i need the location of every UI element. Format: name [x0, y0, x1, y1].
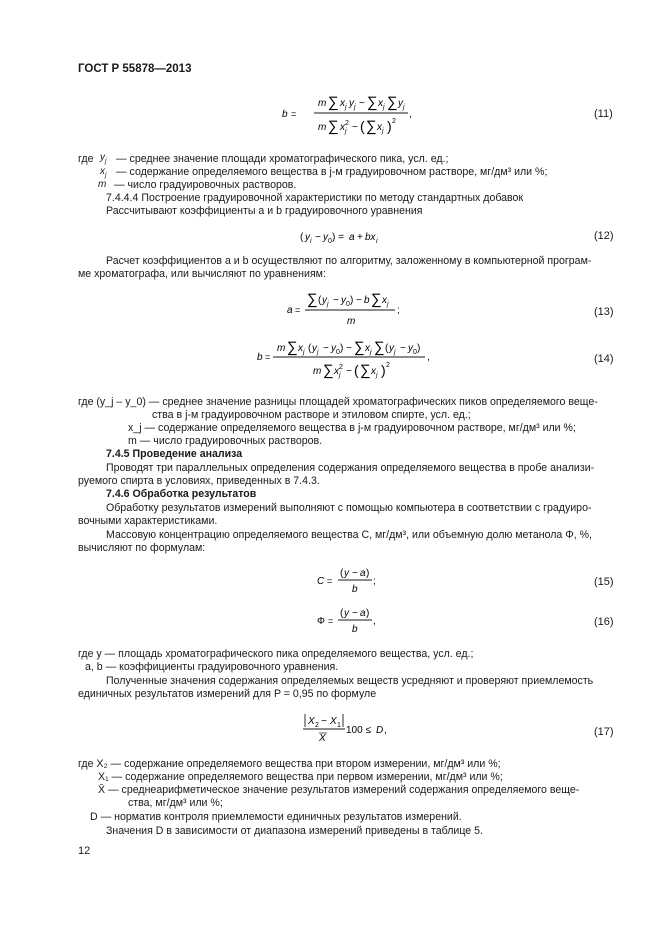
- svg-text:j: j: [339, 372, 341, 379]
- equation-number-17: (17): [594, 726, 614, 738]
- svg-text:∑: ∑: [366, 118, 377, 135]
- svg-text:−: −: [333, 295, 339, 306]
- svg-text:): ): [381, 362, 386, 378]
- formula-15: [315, 566, 395, 598]
- svg-text:;: ;: [397, 305, 400, 316]
- svg-text:−: −: [321, 716, 327, 727]
- section-746-line3: Массовую концентрацию определяемого вещества C, мг/дм³, или объемную долю метанола Φ, %,: [106, 529, 592, 541]
- svg-text:m: m: [318, 98, 327, 109]
- svg-text:∑: ∑: [323, 362, 334, 379]
- svg-text:2: 2: [386, 362, 390, 369]
- svg-text:(: (: [360, 118, 365, 134]
- svg-text:b: b: [352, 584, 358, 595]
- svg-text:x: x: [340, 122, 345, 133]
- svg-text:=: =: [328, 616, 334, 626]
- svg-text:−: −: [352, 608, 358, 619]
- equation-number-14: (14): [594, 353, 614, 365]
- formula-14: [253, 338, 453, 384]
- formula-12: [300, 226, 380, 246]
- legend4-line4: ства, мг/дм³ или %;: [128, 797, 223, 809]
- svg-text:): ): [387, 118, 392, 134]
- svg-text:b: b: [257, 352, 263, 363]
- page-number: 12: [78, 845, 91, 857]
- svg-text:i: i: [376, 238, 378, 245]
- equation-number-13: (13): [594, 306, 614, 318]
- svg-text:) =: ) =: [332, 232, 344, 243]
- svg-text:−: −: [352, 568, 358, 579]
- legend2-line3: x_j — содержание определяемого вещества в j-м градуировочном растворе, мг/дм³ или %;: [128, 422, 576, 434]
- symbol-yj: $y_j$: [100, 152, 107, 165]
- svg-text:100 ≤: 100 ≤: [346, 725, 371, 736]
- svg-text:j: j: [317, 349, 319, 356]
- svg-text:j: j: [370, 349, 372, 356]
- svg-text:i: i: [310, 238, 312, 245]
- svg-text:y: y: [398, 98, 403, 109]
- equation-number-12: (12): [594, 230, 614, 242]
- equation-number-16: (16): [594, 616, 614, 628]
- svg-text:j: j: [354, 104, 356, 111]
- svg-text:x: x: [365, 343, 370, 354]
- svg-text:(: (: [340, 608, 344, 619]
- section-7444-title: 7.4.4.4 Построение градуировочной характеристики по методу стандартных добавок: [106, 192, 524, 204]
- svg-text:−: −: [352, 122, 358, 133]
- svg-text:y: y: [312, 343, 317, 354]
- svg-text:(: (: [300, 232, 304, 243]
- svg-text:x: x: [382, 295, 387, 306]
- formula-13: [285, 290, 415, 330]
- svg-text:0: 0: [336, 349, 340, 356]
- svg-text:0: 0: [413, 349, 417, 356]
- svg-text:y: y: [408, 343, 413, 354]
- section-746-line1: Обработку результатов измерений выполняют с помощью компьютера в соответствии с градуиро-: [106, 502, 592, 514]
- svg-text:(: (: [340, 568, 344, 579]
- section-745-line1: Проводят три параллельных определения содержания определяемого вещества в пробе анализи-: [106, 462, 595, 474]
- svg-text:2: 2: [345, 120, 349, 127]
- legend4-line6: Значения D в зависимости от диапазона измерений приведены в таблице 5.: [106, 825, 483, 837]
- svg-text:−: −: [359, 98, 365, 109]
- formula-16: [315, 606, 395, 638]
- section-7444-para-line2: ме хроматографа, или вычисляют по уравнениям:: [78, 268, 326, 280]
- svg-text:x: x: [378, 98, 383, 109]
- legend2-line4: m — число градуировочных растворов.: [128, 435, 323, 447]
- legend2-line1: где (y_j – y_0) — среднее значение разницы площадей хроматографических пиков определяемого веще-: [78, 396, 598, 408]
- svg-text:∑: ∑: [387, 94, 398, 111]
- svg-text:y: y: [344, 568, 349, 579]
- svg-text:j: j: [387, 301, 389, 308]
- svg-text:∑: ∑: [328, 94, 339, 111]
- svg-text:,: ,: [384, 725, 387, 736]
- svg-text:;: ;: [373, 576, 376, 587]
- legend4-line2: X₁ — содержание определяемого вещества при первом измерении, мг/дм³ или %;: [98, 771, 503, 783]
- svg-text:): ): [350, 295, 354, 306]
- svg-text:Φ: Φ: [317, 616, 325, 627]
- section-7444-intro: Рассчитывают коэффициенты a и b градуировочного уравнения: [106, 205, 423, 217]
- svg-text:j: j: [376, 372, 378, 379]
- svg-text:2: 2: [392, 118, 396, 125]
- svg-text:a: a: [349, 232, 355, 243]
- svg-text:y: y: [389, 343, 394, 354]
- svg-text:X: X: [308, 716, 315, 727]
- svg-text:∑: ∑: [374, 339, 385, 356]
- svg-text:b: b: [364, 295, 370, 306]
- svg-text:−: −: [346, 343, 352, 354]
- svg-text:x: x: [334, 366, 339, 377]
- svg-text:j: j: [403, 104, 405, 111]
- svg-text:a: a: [360, 568, 366, 579]
- equation-number-15: (15): [594, 576, 614, 588]
- svg-text:): ): [366, 568, 370, 579]
- svg-text:−: −: [346, 366, 352, 377]
- svg-text:m: m: [277, 343, 286, 354]
- svg-text:x: x: [371, 366, 376, 377]
- section-745-line2: руемого спирта в условиях, приведенных в 7.4.3.: [78, 475, 320, 487]
- svg-text:D: D: [376, 725, 384, 736]
- svg-text:=: =: [295, 305, 301, 315]
- legend2-line2: ства в j-м градуировочном растворе и этиловом спирте, усл. ед.;: [152, 409, 471, 421]
- svg-text:y: y: [323, 232, 328, 243]
- svg-text:∑: ∑: [287, 339, 298, 356]
- legend4-line3: X̄ — среднеарифметическое значение результатов измерений содержания определяемого веще-: [98, 784, 580, 796]
- svg-text:∑: ∑: [360, 362, 371, 379]
- svg-text:j: j: [327, 301, 329, 308]
- legend3-line1: где y — площадь хроматографического пика определяемого вещества, усл. ед.;: [78, 648, 474, 660]
- svg-text:x: x: [377, 122, 382, 133]
- section-746-line4: вычисляют по формулам:: [78, 542, 206, 554]
- section-746-line2: вочными характеристиками.: [78, 515, 218, 527]
- svg-text:bx: bx: [365, 232, 376, 243]
- svg-text:−: −: [400, 343, 406, 354]
- svg-text:y: y: [305, 232, 310, 243]
- legend3-line4: единичных результатов измерений для P = 0,95 по формуле: [78, 688, 377, 700]
- legend3-line3: Полученные значения содержания определяемых веществ усредняют и проверяют приемлемость: [106, 675, 594, 687]
- section-745-heading: 7.4.5 Проведение анализа: [106, 448, 243, 460]
- svg-text:∑: ∑: [354, 339, 365, 356]
- svg-text:j: j: [383, 104, 385, 111]
- svg-text:y: y: [349, 98, 354, 109]
- svg-text:(: (: [354, 362, 359, 378]
- svg-text:j: j: [345, 104, 347, 111]
- svg-text:y: y: [322, 295, 327, 306]
- svg-text:=: =: [265, 352, 271, 362]
- svg-text:j: j: [345, 128, 347, 135]
- svg-text:∑: ∑: [307, 291, 318, 308]
- svg-text:−: −: [315, 232, 321, 243]
- svg-text:C: C: [317, 576, 325, 587]
- svg-text:X: X: [319, 733, 326, 744]
- svg-text:j: j: [303, 349, 305, 356]
- svg-text:,: ,: [427, 352, 430, 363]
- legend3-line2: a, b — коэффициенты градуировочного уравнения.: [85, 661, 339, 673]
- svg-text:y: y: [331, 343, 336, 354]
- svg-text:2: 2: [339, 364, 343, 371]
- section-746-heading: 7.4.6 Обработка результатов: [106, 488, 257, 500]
- section-7444-para-line1: Расчет коэффициентов a и b осуществляют по алгоритму, заложенному в компьютерной програм-: [106, 255, 592, 267]
- svg-text:0: 0: [328, 238, 332, 245]
- svg-text:,: ,: [373, 616, 376, 627]
- svg-text:j: j: [394, 349, 396, 356]
- document-header: ГОСТ Р 55878—2013: [78, 63, 192, 75]
- svg-text:∑: ∑: [367, 94, 378, 111]
- svg-text:b: b: [282, 109, 288, 120]
- svg-text:): ): [366, 608, 370, 619]
- svg-text:X: X: [330, 716, 337, 727]
- svg-text:(: (: [308, 343, 312, 354]
- svg-text:m: m: [347, 316, 356, 327]
- legend4-line5: D — норматив контроля приемлемости единичных результатов измерений.: [90, 811, 462, 823]
- legend4-line1: где X₂ — содержание определяемого вещества при втором измерении, мг/дм³ или %;: [78, 758, 501, 770]
- svg-text:∑: ∑: [371, 291, 382, 308]
- svg-text:(: (: [318, 295, 322, 306]
- svg-text:m: m: [318, 122, 327, 133]
- svg-text:=: =: [291, 109, 297, 119]
- svg-text:x: x: [298, 343, 303, 354]
- svg-text:1: 1: [337, 722, 341, 729]
- svg-text:y: y: [341, 295, 346, 306]
- svg-text:=: =: [327, 576, 333, 586]
- legend-where: где: [78, 153, 94, 165]
- svg-text:b: b: [352, 624, 358, 635]
- svg-text:∑: ∑: [328, 118, 339, 135]
- svg-text:a: a: [287, 305, 293, 316]
- formula-17: [300, 710, 400, 746]
- legend-xj-text: — содержание определяемого вещества в j-м градуировочном растворе, мг/дм³ или %;: [116, 166, 548, 178]
- svg-text:−: −: [323, 343, 329, 354]
- svg-text:y: y: [344, 608, 349, 619]
- equation-number-11: (11): [594, 108, 613, 120]
- formula-11: [270, 93, 420, 137]
- svg-text:x: x: [340, 98, 345, 109]
- legend-yj-text: — среднее значение площади хроматографического пика, усл. ед.;: [116, 153, 449, 165]
- svg-text:a: a: [360, 608, 366, 619]
- svg-text:−: −: [356, 295, 362, 306]
- svg-text:+: +: [357, 232, 363, 243]
- svg-text:0: 0: [346, 301, 350, 308]
- svg-text:(: (: [385, 343, 389, 354]
- svg-text:2: 2: [315, 722, 319, 729]
- svg-text:,: ,: [409, 109, 412, 120]
- svg-text:): ): [340, 343, 344, 354]
- svg-text:j: j: [382, 128, 384, 135]
- svg-text:): ): [417, 343, 421, 354]
- legend-m-text: — число градуировочных растворов.: [114, 179, 297, 191]
- symbol-m: m: [98, 179, 107, 190]
- symbol-xj: $x_j$: [100, 166, 107, 179]
- svg-text:m: m: [313, 366, 322, 377]
